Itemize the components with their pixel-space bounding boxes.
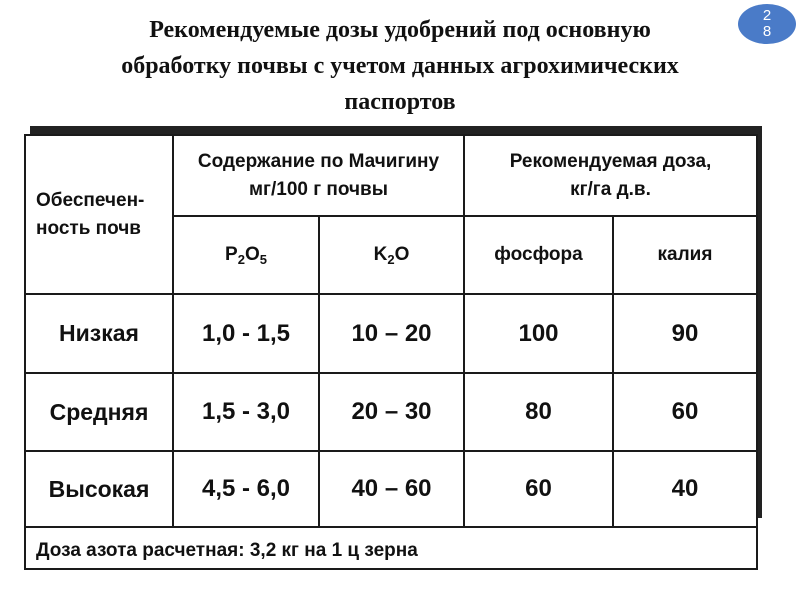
corner-header-line-2: ность почв <box>36 217 141 239</box>
corner-header-line-1: Обеспечен- <box>36 189 145 211</box>
row-high-potassium: 40 <box>671 475 699 502</box>
row-level-medium: Средняя <box>49 398 149 425</box>
phosphorus-column-header: фосфора <box>494 244 583 265</box>
p2o5-subscript-2: 2 <box>237 252 245 267</box>
title-line-3: паспортов <box>344 89 456 115</box>
title-line-1: Рекомендуемые дозы удобрений под основную <box>149 17 651 43</box>
page-number-badge <box>738 4 796 44</box>
p2o5-element-p: P <box>225 244 238 265</box>
p2o5-subscript-5: 5 <box>259 252 267 267</box>
p2o5-element-o: O <box>244 244 260 265</box>
row-low-k2o: 10 – 20 <box>351 319 432 347</box>
content-header-line-1: Содержание по Мачигину <box>197 150 440 172</box>
row-medium-potassium: 60 <box>671 398 699 425</box>
k2o-element-o: O <box>394 244 410 265</box>
row-level-high: Высокая <box>48 475 150 502</box>
dose-header-line-2: кг/га д.в. <box>570 178 651 200</box>
k2o-subscript-2: 2 <box>387 252 395 267</box>
row-high-phosphorus: 60 <box>525 475 552 502</box>
p2o5-column-header <box>174 217 318 293</box>
page-number-digit-1: 2 <box>762 7 772 24</box>
title-line-2: обработку почвы с учетом данных агрохимических <box>121 53 679 79</box>
corner-header <box>26 136 172 293</box>
row-low-p2o5: 1,0 - 1,5 <box>201 319 291 347</box>
row-low-phosphorus: 100 <box>518 319 559 347</box>
dose-group-header <box>465 136 756 215</box>
nitrogen-dose-note: Доза азота расчетная: 3,2 кг на 1 ц зерна <box>36 540 418 561</box>
page-number-digit-2: 8 <box>762 23 772 40</box>
content-header-line-2: мг/100 г почвы <box>249 178 388 200</box>
row-low-potassium: 90 <box>671 319 699 347</box>
row-high-k2o: 40 – 60 <box>351 475 432 502</box>
grid-line <box>26 526 756 528</box>
potassium-column-header: калия <box>657 244 713 265</box>
row-high-p2o5: 4,5 - 6,0 <box>201 475 291 502</box>
k2o-element-k: K <box>373 244 388 265</box>
fertilizer-dose-table <box>24 134 758 570</box>
content-group-header <box>174 136 463 215</box>
row-medium-p2o5: 1,5 - 3,0 <box>201 398 291 425</box>
k2o-column-header <box>320 217 463 293</box>
slide-title <box>30 12 770 120</box>
row-medium-k2o: 20 – 30 <box>351 398 432 425</box>
row-medium-phosphorus: 80 <box>525 398 552 425</box>
dose-header-line-1: Рекомендуемая доза, <box>509 150 712 172</box>
row-level-low: Низкая <box>59 320 139 346</box>
